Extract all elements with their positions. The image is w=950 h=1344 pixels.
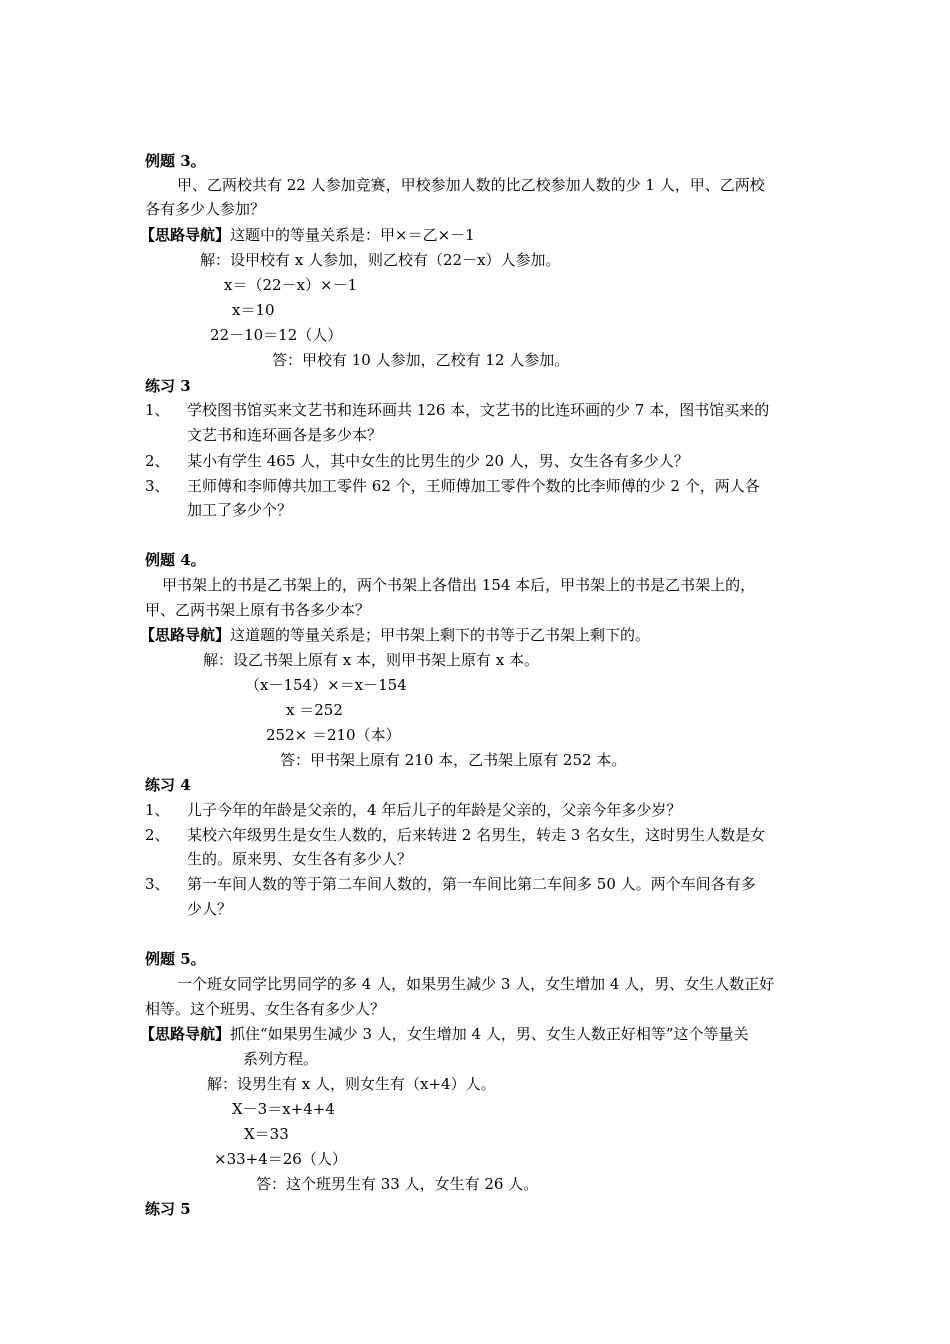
hint-text: 这题中的等量关系是：甲×＝乙×－1: [230, 226, 475, 244]
example-4-solution-line-4: 252× ＝210（本）: [266, 726, 401, 744]
example-5-problem-line-1: 一个班女同学比男同学的多 4 人，如果男生减少 3 人，女生增加 4 人，男、女生人数正好: [177, 975, 775, 993]
example-5-heading: 例题 5。: [145, 950, 206, 968]
example-5-solution-line-1: 解：设男生有 x 人，则女生有（x+4）人。: [207, 1075, 496, 1093]
example-4-answer: 答：甲书架上原有 210 本，乙书架上原有 252 本。: [280, 751, 627, 769]
practice-3-item-2-line-1: 某小有学生 465 人，其中女生的比男生的少 20 人，男、女生各有多少人？: [187, 452, 689, 470]
example-5-hint: [140, 1024, 749, 1044]
example-3-solution-line-3: x＝10: [232, 301, 275, 319]
example-3-solution-line-2: x＝（22－x）×－1: [224, 276, 358, 294]
practice-3-item-1-line-1: 学校图书馆买来文艺书和连环画共 126 本，文艺书的比连环画的少 7 本，图书馆买来的: [187, 401, 770, 419]
practice-4-heading: 练习 4: [145, 776, 191, 794]
example-4-solution-line-1: 解：设乙书架上原有 x 本，则甲书架上原有 x 本。: [203, 651, 539, 669]
practice-3-item-1-number: 1、: [145, 401, 170, 419]
practice-4-item-1-number: 1、: [145, 801, 170, 819]
practice-3-heading: 练习 3: [145, 377, 191, 395]
example-3-problem-line-1: 甲、乙两校共有 22 人参加竞赛，甲校参加人数的比乙校参加人数的少 1 人，甲、乙两校: [177, 176, 765, 194]
practice-3-item-3-line-1: 王师傅和李师傅共加工零件 62 个，王师傅加工零件个数的比李师傅的少 2 个，两人各: [187, 477, 760, 495]
example-3-problem-line-2: 各有多少人参加？: [145, 200, 266, 218]
example-4-heading: 例题 4。: [145, 551, 206, 569]
example-3-answer: 答：甲校有 10 人参加，乙校有 12 人参加。: [272, 351, 570, 369]
example-3-hint: [140, 225, 475, 245]
practice-4-item-3-line-1: 第一车间人数的等于第二车间人数的，第一车间比第二车间多 50 人。两个车间各有多: [187, 875, 756, 893]
example-3-solution-line-4: 22－10＝12（人）: [210, 326, 343, 344]
practice-4-item-3-line-2: 少人？: [187, 900, 233, 918]
hint-text: 这道题的等量关系是；甲书架上剩下的书等于乙书架上剩下的。: [230, 626, 651, 644]
example-5-answer: 答：这个班男生有 33 人，女生有 26 人。: [256, 1175, 539, 1193]
practice-3-item-2-number: 2、: [145, 452, 170, 470]
hint-label: 【思路导航】: [140, 626, 231, 644]
example-5-problem-line-2: 相等。这个班男、女生各有多少人？: [145, 1000, 386, 1018]
example-5-solution-line-3: X＝33: [244, 1125, 289, 1143]
hint-label: 【思路导航】: [140, 1025, 231, 1043]
example-5-solution-line-4: ×33+4＝26（人）: [214, 1150, 347, 1168]
practice-5-heading: 练习 5: [145, 1200, 191, 1218]
practice-4-item-2-line-2: 生的。原来男、女生各有多少人？: [187, 850, 413, 868]
example-3-heading: 例题 3。: [145, 152, 206, 170]
example-3-solution-line-1: 解：设甲校有 x 人参加，则乙校有（22－x）人参加。: [200, 251, 561, 269]
practice-3-item-1-line-2: 文艺书和连环画各是多少本？: [187, 426, 383, 444]
example-4-hint: [140, 625, 650, 645]
hint-label: 【思路导航】: [140, 226, 231, 244]
practice-4-item-2-line-1: 某校六年级男生是女生人数的，后来转进 2 名男生，转走 3 名女生，这时男生人数是女: [187, 826, 766, 844]
example-5-hint-continuation: 系列方程。: [243, 1050, 319, 1068]
hint-text: 抓住“如果男生减少 3 人，女生增加 4 人，男、女生人数正好相等”这个等量关: [230, 1025, 749, 1043]
practice-3-item-3-number: 3、: [145, 477, 170, 495]
practice-4-item-1-line-1: 儿子今年的年龄是父亲的，4 年后儿子的年龄是父亲的，父亲今年多少岁？: [187, 801, 682, 819]
example-4-solution-line-2: （x－154）×＝x－154: [245, 676, 407, 694]
practice-4-item-3-number: 3、: [145, 875, 170, 893]
practice-4-item-2-number: 2、: [145, 826, 170, 844]
example-4-problem-line-1: 甲书架上的书是乙书架上的，两个书架上各借出 154 本后，甲书架上的书是乙书架上的，: [162, 576, 756, 594]
example-5-solution-line-2: X－3＝x+4+4: [232, 1100, 335, 1118]
example-4-solution-line-3: x ＝252: [286, 701, 343, 719]
example-4-problem-line-2: 甲、乙两书架上原有书各多少本？: [145, 601, 371, 619]
practice-3-item-3-line-2: 加工了多少个？: [187, 501, 293, 519]
